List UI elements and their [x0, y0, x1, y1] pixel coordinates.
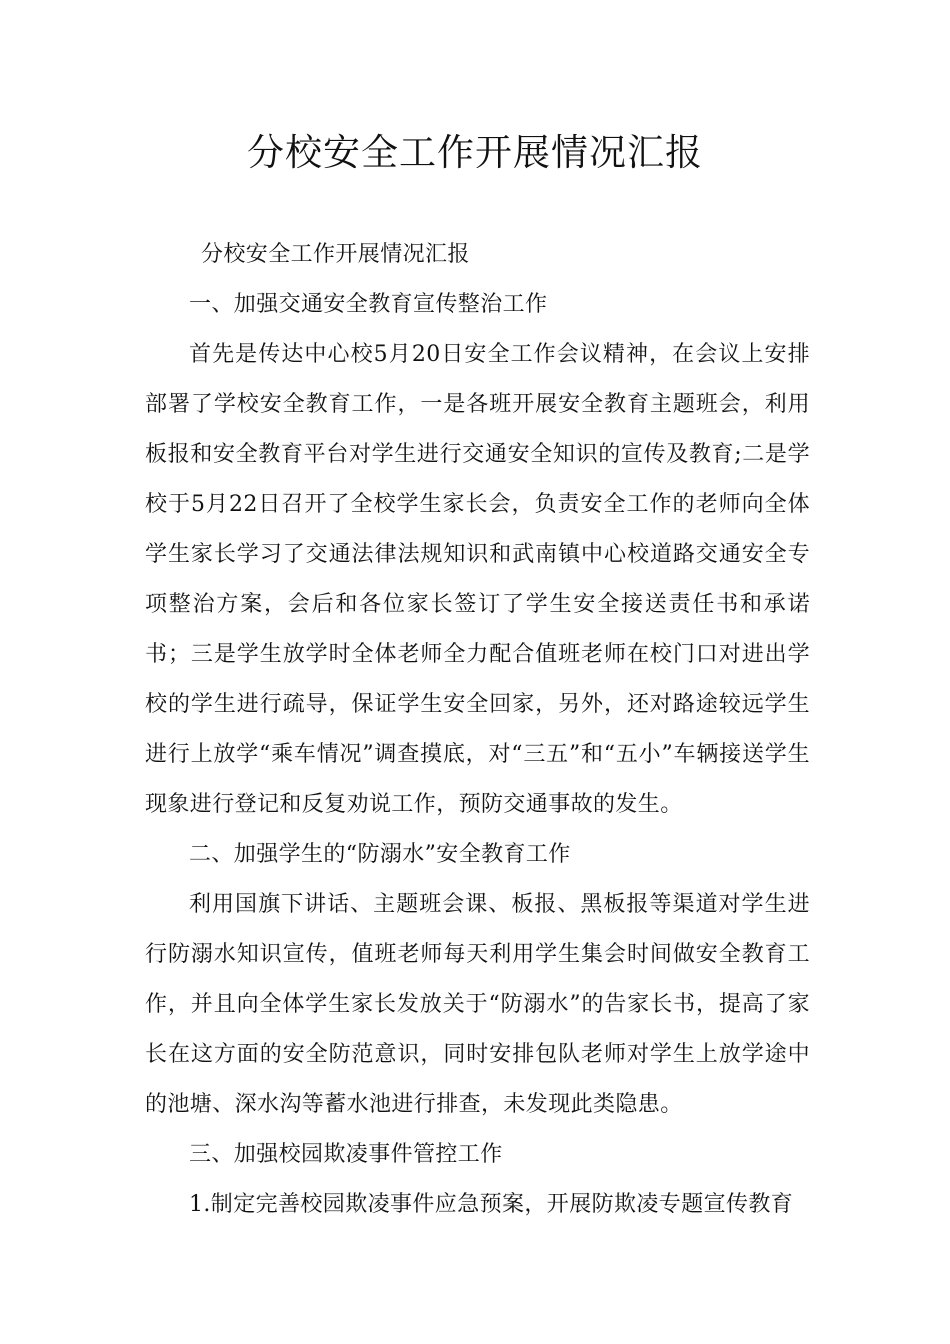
section-2-paragraph: 利用国旗下讲话、主题班会课、板报、黑板报等渠道对学生进行防溺水知识宣传，值班老师每天利用学生集会时间做安全教育工作，并且向全体学生家长发放关于“防溺水”的告家长书，提高了家长在这方面的安全防范意识，同时安排包队老师对学生上放学途中的池塘、深水沟等蓄水池进行排查，未发现此类隐患。	[145, 892, 810, 1117]
section-heading-1: 一、加强交通安全教育宣传整治工作	[189, 292, 548, 317]
section-heading-3: 三、加强校园欺凌事件管控工作	[189, 1142, 503, 1167]
section-1-paragraph: 首先是传达中心校5月20日安全工作会议精神，在会议上安排部署了学校安全教育工作，一是各班开展安全教育主题班会，利用板报和安全教育平台对学生进行交通安全知识的宣传及教育;二是学校于5月22日召开了全校学生家长会，负责安全工作的老师向全体学生家长学习了交通法律法规知识和武南镇中心校道路交通安全专项整治方案，会后和各位家长签订了学生安全接送责任书和承诺书；三是学生放学时全体老师全力配合值班老师在校门口对进出学校的学生进行疏导，保证学生安全回家，另外，还对路途较远学生进行上放学“乘车情况”调查摸底，对“三五”和“五小”车辆接送学生现象进行登记和反复劝说工作，预防交通事故的发生。	[145, 342, 810, 817]
document-title: 分校安全工作开展情况汇报	[247, 131, 703, 174]
section-3-paragraph: 1.制定完善校园欺凌事件应急预案，开展防欺凌专题宣传教育	[189, 1192, 794, 1217]
document-body	[145, 230, 810, 1230]
section-heading-2: 二、加强学生的“防溺水”安全教育工作	[189, 842, 571, 867]
document-subtitle: 分校安全工作开展情况汇报	[201, 242, 470, 267]
